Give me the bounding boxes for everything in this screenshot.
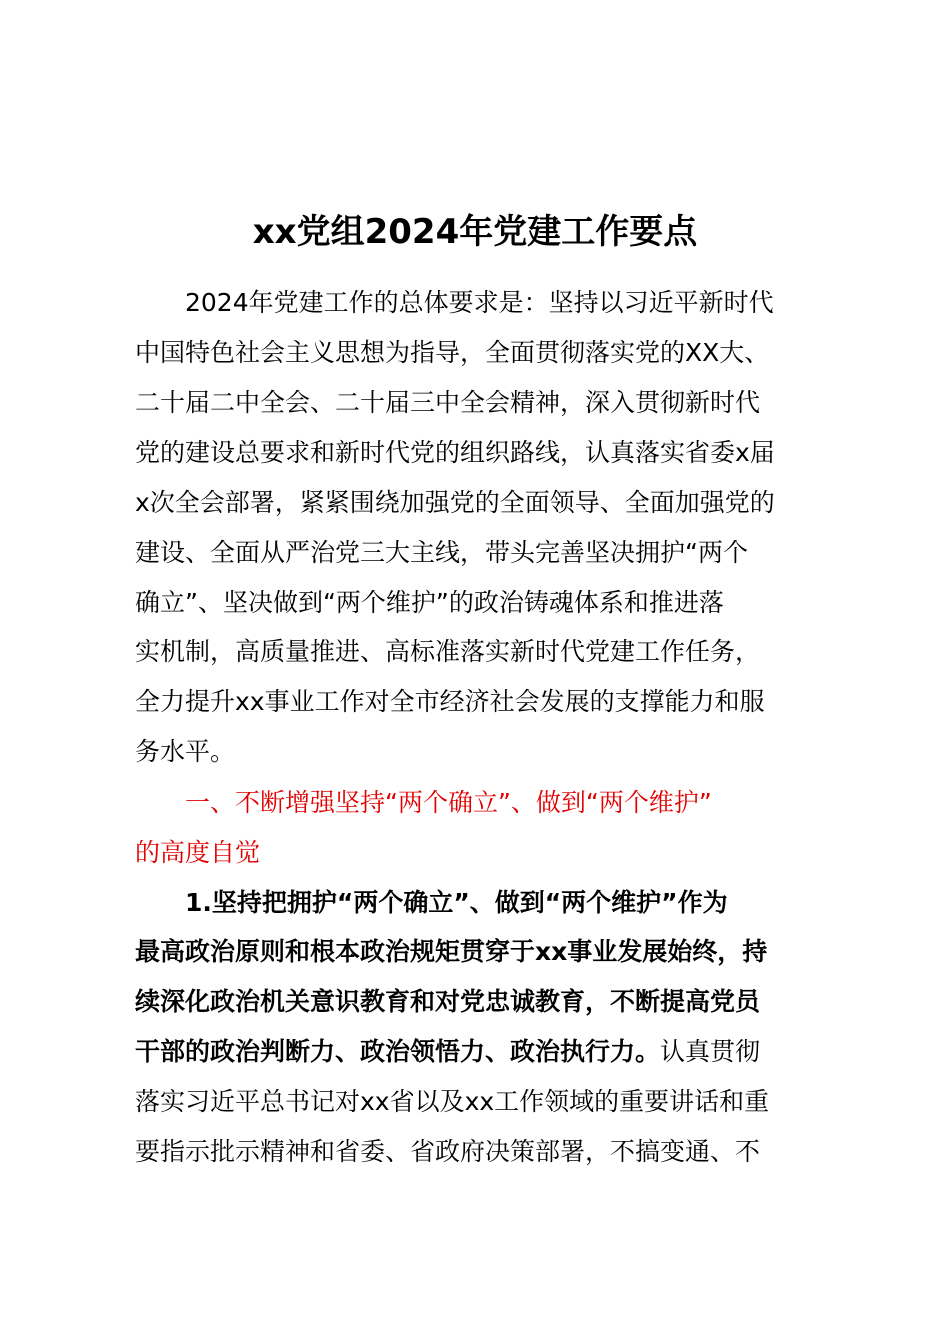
intro-line: 务水平。 <box>135 737 236 766</box>
item-bold-line: 1.坚持把拥护“两个确立”、做到“两个维护”作为 <box>185 888 728 917</box>
intro-line: 建设、全面从严治党三大主线，带头完善坚决拥护“两个 <box>135 538 748 567</box>
intro-line: 2024年党建工作的总体要求是：坚持以习近平新时代 <box>185 288 774 317</box>
section-heading-line: 一、不断增强坚持“两个确立”、做到“两个维护” <box>185 788 712 817</box>
intro-line: 党的建设总要求和新时代党的组织路线，认真落实省委x届 <box>135 438 775 467</box>
item-line: 落实习近平总书记对xx省以及xx工作领域的重要讲话和重 <box>135 1087 770 1116</box>
intro-line: 确立”、坚决做到“两个维护”的政治铸魂体系和推进落 <box>135 588 724 617</box>
item-bold-line: 最高政治原则和根本政治规矩贯穿于xx事业发展始终，持 <box>135 937 768 966</box>
item-normal-segment: 认真贯彻 <box>660 1037 761 1066</box>
intro-line: 中国特色社会主义思想为指导，全面贯彻落实党的XX大、 <box>135 338 770 367</box>
intro-line: x次全会部署，紧紧围绕加强党的全面领导、全面加强党的 <box>135 488 775 517</box>
intro-line: 实机制，高质量推进、高标准落实新时代党建工作任务， <box>135 637 761 666</box>
section-heading-line: 的高度自觉 <box>135 838 261 867</box>
item-mixed-line <box>135 1032 850 1072</box>
item-line: 要指示批示精神和省委、省政府决策部署，不搞变通、不 <box>135 1137 761 1166</box>
intro-line: 全力提升xx事业工作对全市经济社会发展的支撑能力和服 <box>135 687 765 716</box>
intro-line: 二十届二中全会、二十届三中全会精神，深入贯彻新时代 <box>135 388 761 417</box>
document-title: xx党组2024年党建工作要点 <box>252 212 698 252</box>
item-bold-segment: 干部的政治判断力、政治领悟力、政治执行力。 <box>135 1037 661 1066</box>
item-bold-line: 续深化政治机关意识教育和对党忠诚教育，不断提高党员 <box>135 987 761 1016</box>
